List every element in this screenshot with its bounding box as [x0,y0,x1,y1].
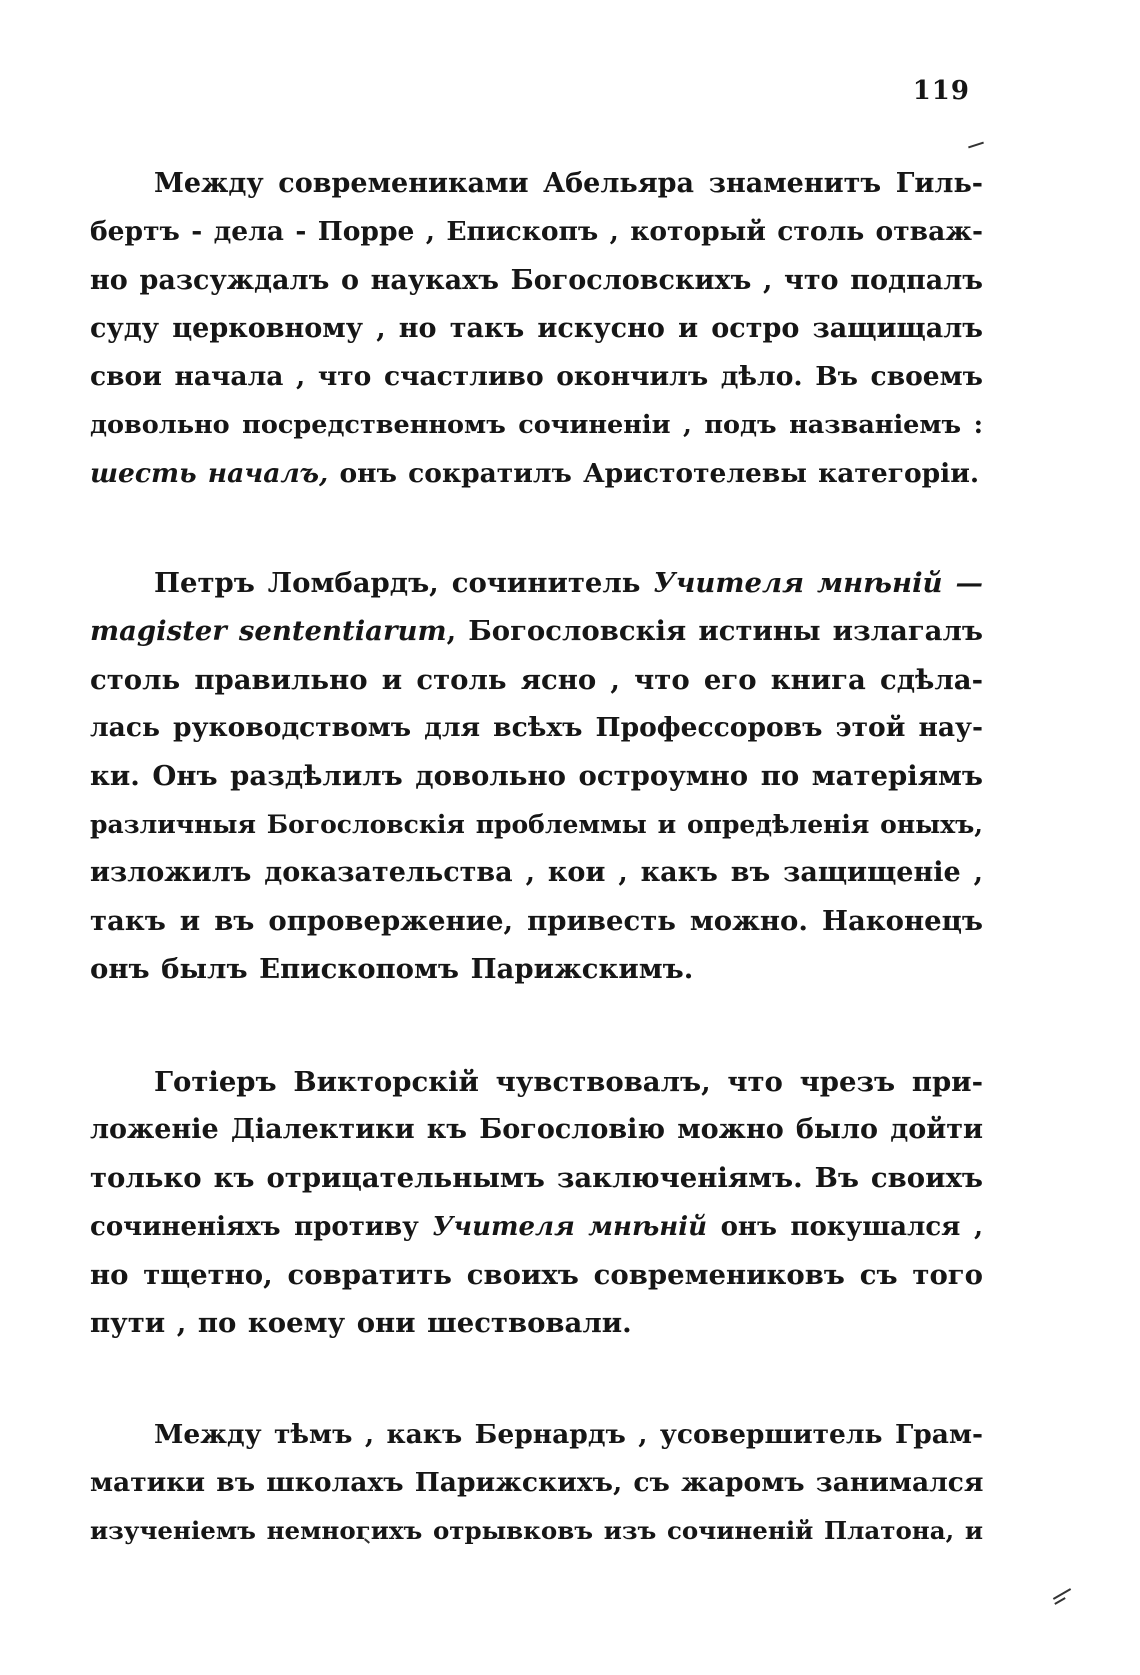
paragraph-lombard [90,559,983,994]
text-line: Готіеръ Викторскій чувствовалъ, что чрезъ при- [154,1065,983,1098]
text-line: изученіемъ немногихъ отрывковъ изъ сочиненій Платона, и [90,1516,983,1546]
text-line: шесть началъ, онъ сократилъ Аристотелевы категоріи. [90,457,980,489]
ink-mark [968,142,984,149]
italic-title: шесть началъ, [90,457,329,489]
text-line: magister sententiarum, Богословскія истины излагалъ [90,615,983,648]
text-line: только къ отрицательнымъ заключеніямъ. Въ своихъ [90,1162,983,1195]
body-text [90,160,983,1555]
text-line: Между тѣмъ , какъ Бернардъ , усовершитель Грам- [154,1418,983,1450]
italic-title: Учителя мнѣній [432,1211,708,1242]
text-line: пути , по коему они шествовали. [90,1307,632,1340]
text-line: ки. Онъ раздѣлилъ довольно остроумно по матеріямъ [90,760,983,793]
text-line: Петръ Ломбардъ, сочинитель Учителя мнѣній — [154,567,983,600]
text-line: довольно посредственномъ сочиненіи , подъ названіемъ : [90,410,983,441]
text-line: свои начала , что счастливо окончилъ дѣло. Въ своемъ [90,361,983,393]
text-line: сочиненіяхъ противу Учителя мнѣній онъ покушался , [90,1211,983,1242]
italic-latin-title: magister sententiarum [90,615,447,648]
page-number: 119 [912,76,970,106]
italic-title: Учителя мнѣній — [653,567,983,600]
text-line: бертъ - дела - Порре , Епископъ , который столь отваж- [90,216,983,248]
text-line: но разсуждалъ о наукахъ Богословскихъ , что подпалъ [90,264,983,296]
text-line: ложеніе Діалектики къ Богословію можно было дойти [90,1114,983,1146]
text-line: но тщетно, совратить своихъ современиковъ съ того [90,1258,983,1291]
paragraph-gautier [90,1058,983,1348]
text-line: лась руководствомъ для всѣхъ Профессоровъ этой нау- [90,711,983,743]
text-line: столь правильно и столь ясно , что его книга сдѣла- [90,663,983,696]
text-line: такъ и въ опровержение, привесть можно. Наконецъ [90,905,983,938]
paragraph-bernard [90,1411,983,1556]
text-line: изложилъ доказательства , кои , какъ въ защищеніе , [90,856,983,888]
paragraph-gilbert [90,160,983,498]
text-line: онъ былъ Епископомъ Парижскимъ. [90,953,694,986]
text-line: суду церковному , но такъ искусно и остро защищалъ [90,312,983,344]
text-line: матики въ школахъ Парижскихъ, съ жаромъ занимался [90,1466,984,1498]
text-line: Между современиками Абельяра знаменитъ Гиль- [154,168,983,199]
text-line: различныя Богословскія проблеммы и опредѣленія оныхъ, [90,809,983,839]
